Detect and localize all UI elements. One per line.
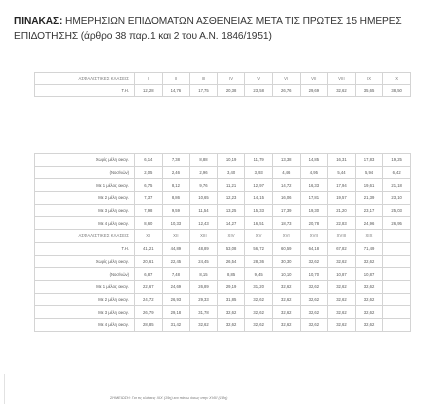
table-cell: 32,62 [272,280,300,293]
table-cell: 11,54 [190,204,218,217]
table-cell: 10,19 [217,154,245,167]
table-cell: 29,33 [190,293,218,306]
table-cell: II [162,73,190,85]
table-cell: 35,65 [355,85,383,97]
table-cell: 56,72 [245,242,273,255]
table-cell: 13,25 [217,204,245,217]
table-cell: 8,86 [162,192,190,205]
row-label: Χωρίς μέλη οικογ. [35,255,135,268]
table-row [35,204,411,217]
table-cell: 32,62 [328,306,356,319]
table-cell: XII [162,230,190,243]
title-lead: ΠΙΝΑΚΑΣ: [14,16,63,27]
table-cell: 19,30 [300,204,328,217]
table-cell: 32,62 [300,318,328,331]
table-cell: 8,60 [135,217,163,230]
table-header-row [35,73,411,85]
table-cell: 6,87 [135,268,163,281]
table-cell: 32,62 [245,306,273,319]
table-cell [383,242,411,255]
table-cell: 2,46 [162,166,190,179]
table-cell: 24,96 [355,217,383,230]
table-cell: XV [245,230,273,243]
table-cell: 60,59 [272,242,300,255]
table-cell: 18,73 [272,217,300,230]
table-cell: 32,62 [328,255,356,268]
table-cell: 19,61 [355,179,383,192]
table-cell: 10,10 [272,268,300,281]
row-label: Με 3 μέλη οικογ. [35,204,135,217]
table-cell [383,306,411,319]
table-cell: 32,62 [355,280,383,293]
table-cell: 6,42 [383,166,411,179]
table-cell: 32,62 [245,318,273,331]
table-row [35,242,411,255]
table-cell: 31,42 [162,318,190,331]
table-cell: XIX [355,230,383,243]
page-title [14,14,410,44]
table-row [35,306,411,319]
table-cell: 32,62 [355,293,383,306]
table-cell: 2,05 [135,166,163,179]
table-cell: 31,78 [190,306,218,319]
table-cell: 67,82 [328,242,356,255]
table-cell: X [383,73,411,85]
table-cell: 17,83 [355,154,383,167]
table-cell: 12,28 [135,85,163,97]
table-cell: 10,87 [328,268,356,281]
table-cell: 32,62 [300,255,328,268]
table-cell: 20,61 [135,255,163,268]
table-cell: 26,89 [190,280,218,293]
table-cell: 28,85 [135,318,163,331]
table-cell: 21,18 [383,179,411,192]
table-row [35,268,411,281]
table-cell: 32,62 [355,306,383,319]
row-label: Με 3 μέλη οικογ. [35,306,135,319]
table-row [35,318,411,331]
table-cell: 32,62 [300,306,328,319]
table-cell: 16,31 [328,154,356,167]
row-label: (Νοσ/νών) [35,166,135,179]
table-cell: 10,65 [190,192,218,205]
row-label: Χωρίς μέλη οικογ. [35,154,135,167]
table-cell: 5,94 [355,166,383,179]
table-cell [383,318,411,331]
table-cell: 10,87 [355,268,383,281]
table-cell: 53,08 [217,242,245,255]
table-cell: 11,79 [245,154,273,167]
row-label: Με 2 μέλη οικογ. [35,293,135,306]
table-cell: 10,70 [300,268,328,281]
table-cell: 29,18 [162,306,190,319]
row-label: (Νοσ/νών) [35,268,135,281]
table-cell: 8,12 [162,179,190,192]
row-label: Με 2 μέλη οικογ. [35,192,135,205]
table-cell: 64,18 [300,242,328,255]
table-cell: 14,85 [300,154,328,167]
table-cell: IV [217,73,245,85]
table-row [35,166,411,179]
table-cell: 3,40 [217,166,245,179]
table-cell: 32,62 [272,318,300,331]
table-cell: 24,45 [190,255,218,268]
table-cell: I [135,73,163,85]
row-label: ΑΣΦΑΛΙΣΤΙΚΕΣ ΚΛΑΣΕΙΣ [35,73,135,85]
table-cell: XVI [272,230,300,243]
table-cell: 9,45 [245,268,273,281]
table-cell: 24,69 [162,280,190,293]
table-cell: 26,93 [162,293,190,306]
table-cell: 32,62 [272,306,300,319]
row-label: Με 1 μέλος οικογ. [35,179,135,192]
table-cell: IX [355,73,383,85]
row-label: Με 4 μέλη οικογ. [35,217,135,230]
table-cell: XVIII [328,230,356,243]
table-cell: 17,39 [272,204,300,217]
table-header-row [35,230,411,243]
left-edge-divider [0,374,5,404]
table-cell: 17,81 [300,192,328,205]
table-cell: 4,95 [300,166,328,179]
table-cell: 7,38 [162,154,190,167]
table-cell: 23,10 [383,192,411,205]
table-cell: 20,78 [300,217,328,230]
table-cell: 17,94 [328,179,356,192]
table-cell: 16,06 [272,192,300,205]
table-row [35,85,411,97]
table-cell: 7,98 [135,204,163,217]
table-cell: 14,27 [217,217,245,230]
table-cell: 22,67 [135,280,163,293]
table-row [35,280,411,293]
table-cell: 32,62 [217,306,245,319]
table-cell: 31,20 [245,280,273,293]
table-row [35,217,411,230]
table-benefits [34,153,411,332]
table-cell: 6,75 [135,179,163,192]
table-cell: 32,62 [328,280,356,293]
table-cell: 23,17 [355,204,383,217]
table-cell: 32,62 [300,280,328,293]
table-cell: 9,76 [190,179,218,192]
table-cell: 6,14 [135,154,163,167]
table-cell: XI [135,230,163,243]
table-classes-1-10 [34,72,411,97]
row-label: ΑΣΦΑΛΙΣΤΙΚΕΣ ΚΛΑΣΕΙΣ [35,230,135,243]
table-cell: 7,48 [162,268,190,281]
table-cell: 25,03 [383,204,411,217]
table-cell: 16,51 [245,217,273,230]
table-cell: 17,75 [190,85,218,97]
table-cell: 32,62 [300,293,328,306]
table-cell: 15,33 [245,204,273,217]
table-cell: 26,79 [135,306,163,319]
table-cell: 14,15 [245,192,273,205]
table-cell: 44,89 [162,242,190,255]
table-cell: 22,83 [328,217,356,230]
table-row [35,293,411,306]
table-cell [383,230,411,243]
table-cell: 23,58 [245,85,273,97]
table-cell: 32,62 [190,318,218,331]
table-cell [383,255,411,268]
table-cell: 31,85 [217,293,245,306]
table-cell: 32,62 [328,293,356,306]
table-cell: 26,95 [383,217,411,230]
table-cell: 8,88 [190,154,218,167]
table-cell: VII [300,73,328,85]
table-cell: 12,23 [217,192,245,205]
table-cell: 32,62 [328,85,356,97]
table-cell: XIV [217,230,245,243]
table-cell: 12,43 [190,217,218,230]
table-row [35,179,411,192]
table-cell: 5,44 [328,166,356,179]
table-cell: 71,49 [355,242,383,255]
table-cell: 8,85 [217,268,245,281]
table-cell: 22,45 [162,255,190,268]
table-cell: 7,37 [135,192,163,205]
row-label: Με 4 μέλη οικογ. [35,318,135,331]
table-cell: 9,59 [162,204,190,217]
table-cell: 24,72 [135,293,163,306]
table-cell: 20,38 [217,85,245,97]
table-cell: 4,46 [272,166,300,179]
table-cell: V [245,73,273,85]
row-label: Τ.Η. [35,242,135,255]
row-label: Με 1 μέλος οικογ. [35,280,135,293]
table-cell: 41,21 [135,242,163,255]
table-cell [383,268,411,281]
footnote: ΣΗΜΕΙΩΣΗ: Για τις κλάσεις XIX (19η) και πάνω όσως στην XVIII (18η) [110,396,228,400]
table-cell: 10,33 [162,217,190,230]
table-cell: 2,96 [190,166,218,179]
title-text: ΗΜΕΡΗΣΙΩΝ ΕΠΙΔΟΜΑΤΩΝ ΑΣΘΕΝΕΙΑΣ ΜΕΤΑ ΤΙΣ ΠΡΩΤΕΣ 15 ΗΜΕΡΕΣ ΕΠΙΔΟΤΗΣΗΣ (άρθρο 38 παρ.1 και 2 του Α.Ν. 1846/1951) [14,16,402,42]
table-cell: XVII [300,230,328,243]
table-cell: 19,57 [328,192,356,205]
table-cell: 13,38 [272,154,300,167]
table-cell: 32,62 [245,293,273,306]
table-row [35,154,411,167]
table-cell: 29,69 [300,85,328,97]
table-row [35,192,411,205]
table-cell: 32,62 [355,255,383,268]
table-cell: 11,21 [217,179,245,192]
table-cell: XIII [190,230,218,243]
table-cell: 14,72 [272,179,300,192]
table-cell: 19,25 [383,154,411,167]
table-cell: 8,15 [190,268,218,281]
table-cell: III [190,73,218,85]
table-cell: 21,39 [355,192,383,205]
table-cell: VIII [328,73,356,85]
table-cell: 38,50 [383,85,411,97]
table-cell: 12,97 [245,179,273,192]
row-label: Τ.Η. [35,85,135,97]
table-cell: 32,62 [217,318,245,331]
table-cell: VI [272,73,300,85]
table-cell: 26,54 [217,255,245,268]
table-cell: 48,89 [190,242,218,255]
table-cell: 28,36 [245,255,273,268]
table-cell: 14,76 [162,85,190,97]
table-cell [383,293,411,306]
table-cell: 29,19 [217,280,245,293]
table-cell [383,280,411,293]
table-cell: 3,93 [245,166,273,179]
table-cell: 32,62 [272,293,300,306]
table-cell: 32,62 [328,318,356,331]
table-cell: 16,33 [300,179,328,192]
table-cell: 21,20 [328,204,356,217]
table-cell: 30,30 [272,255,300,268]
table-cell: 26,76 [272,85,300,97]
table-cell: 32,62 [355,318,383,331]
table-row [35,255,411,268]
